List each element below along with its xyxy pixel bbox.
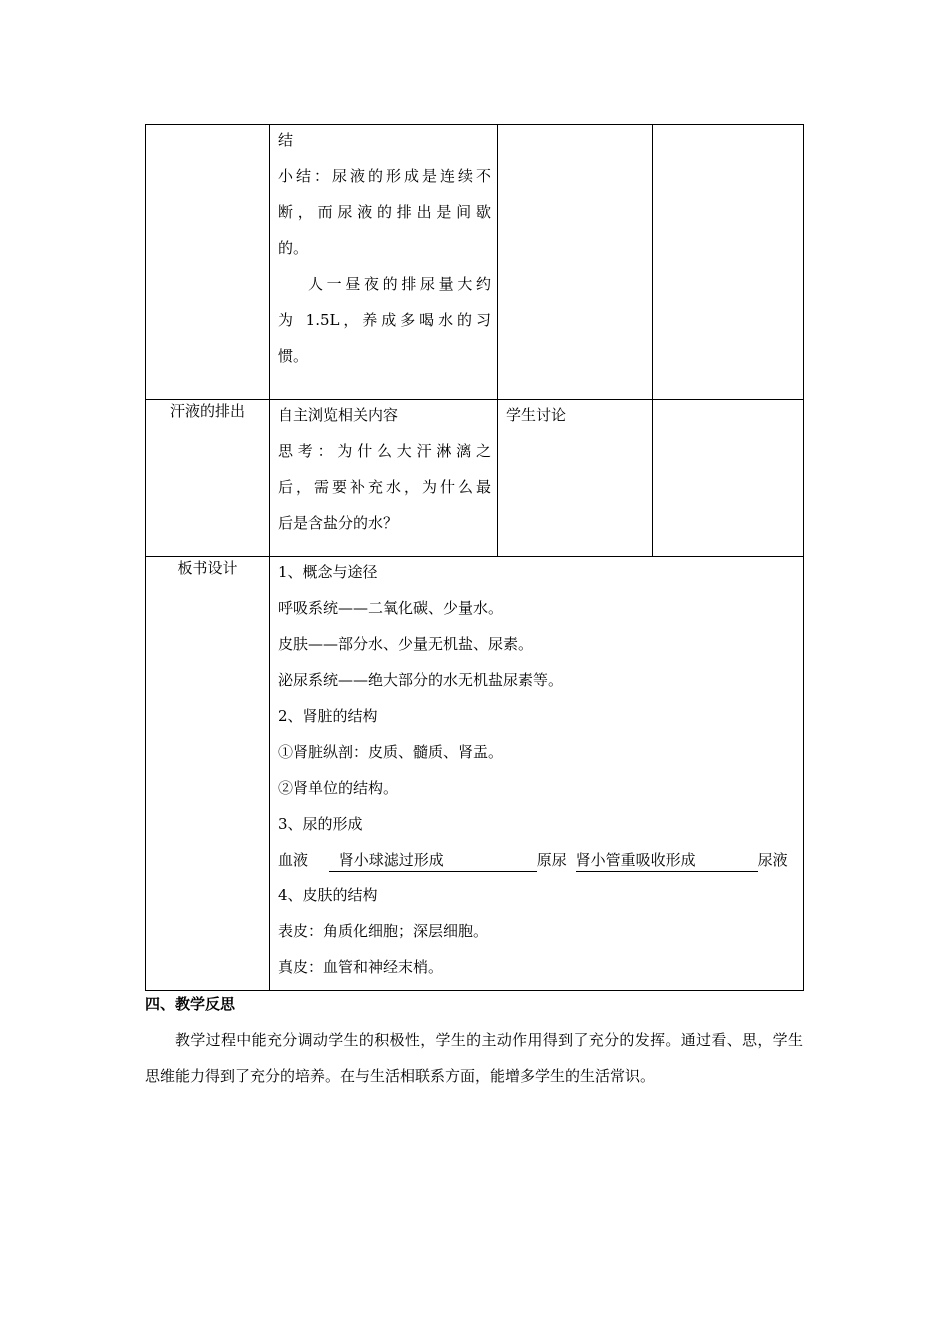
row-label-sweat: 汗液的排出 [146,400,270,557]
text-line: 2、肾脏的结构 [278,707,378,725]
text-line: 人一昼夜的排尿量大约 [308,275,491,293]
text-line: 真皮：血管和神经末梢。 [278,958,444,976]
table-cell [146,125,270,400]
text-line: ①肾脏纵剖：皮质、髓质、肾盂。 [278,743,504,761]
board-design-cell [270,557,804,991]
blood-text: 血液 [278,851,309,869]
table-row [146,557,804,991]
text-line: 断，而尿液的排出是间歇 [278,203,491,221]
sweat-content-cell [270,400,498,557]
text-line: 1、概念与途径 [278,563,378,581]
summary-cell [270,125,498,400]
text-line: 后是含盐分的水？ [278,514,399,532]
text-line: 小结：尿液的形成是连续不 [278,167,491,185]
reflection-paragraph: 教学过程中能充分调动学生的积极性，学生的主动作用得到了充分的发挥。通过看、思，学生思维能力得到了充分的培养。在与生活相联系方面，能增多学生的生活常识。 [145,1031,803,1085]
urine-text: 尿液 [757,851,788,869]
text-line: 的。 [278,239,309,257]
primary-urine-text: 原尿 [536,851,567,869]
text-line: 结 [278,131,294,149]
text-line: 思考：为什么大汗淋漓之 [278,442,491,460]
text-line: 呼吸系统——二氧化碳、少量水。 [278,599,504,617]
text-line: 4、皮肤的结构 [278,886,378,904]
reabsorption-step: 肾小管重吸收形成 [576,849,758,872]
text-line: 后，需要补充水，为什么最 [278,478,491,496]
text-line: 为 1.5L，养成多喝水的习 [278,311,491,329]
table-row [146,125,804,400]
row-label-board-design: 板书设计 [146,557,270,991]
student-activity-cell [498,400,653,557]
text-line: 自主浏览相关内容 [278,406,399,424]
table-row [146,400,804,557]
table-cell [653,400,804,557]
text-line: 皮肤——部分水、少量无机盐、尿素。 [278,635,534,653]
text-line: ②肾单位的结构。 [278,779,399,797]
urine-formation-line [278,847,797,882]
text-line: 惯。 [278,347,309,365]
lesson-table [145,124,804,991]
table-cell [653,125,804,400]
filtration-step: 肾小球滤过形成 [329,849,537,872]
student-activity-text: 学生讨论 [506,406,567,424]
text-line: 3、尿的形成 [278,815,363,833]
section-title: 四、教学反思 [145,995,236,1013]
table-cell [498,125,653,400]
text-line: 泌尿系统——绝大部分的水无机盐尿素等。 [278,671,564,689]
text-line: 表皮：角质化细胞；深层细胞。 [278,922,489,940]
